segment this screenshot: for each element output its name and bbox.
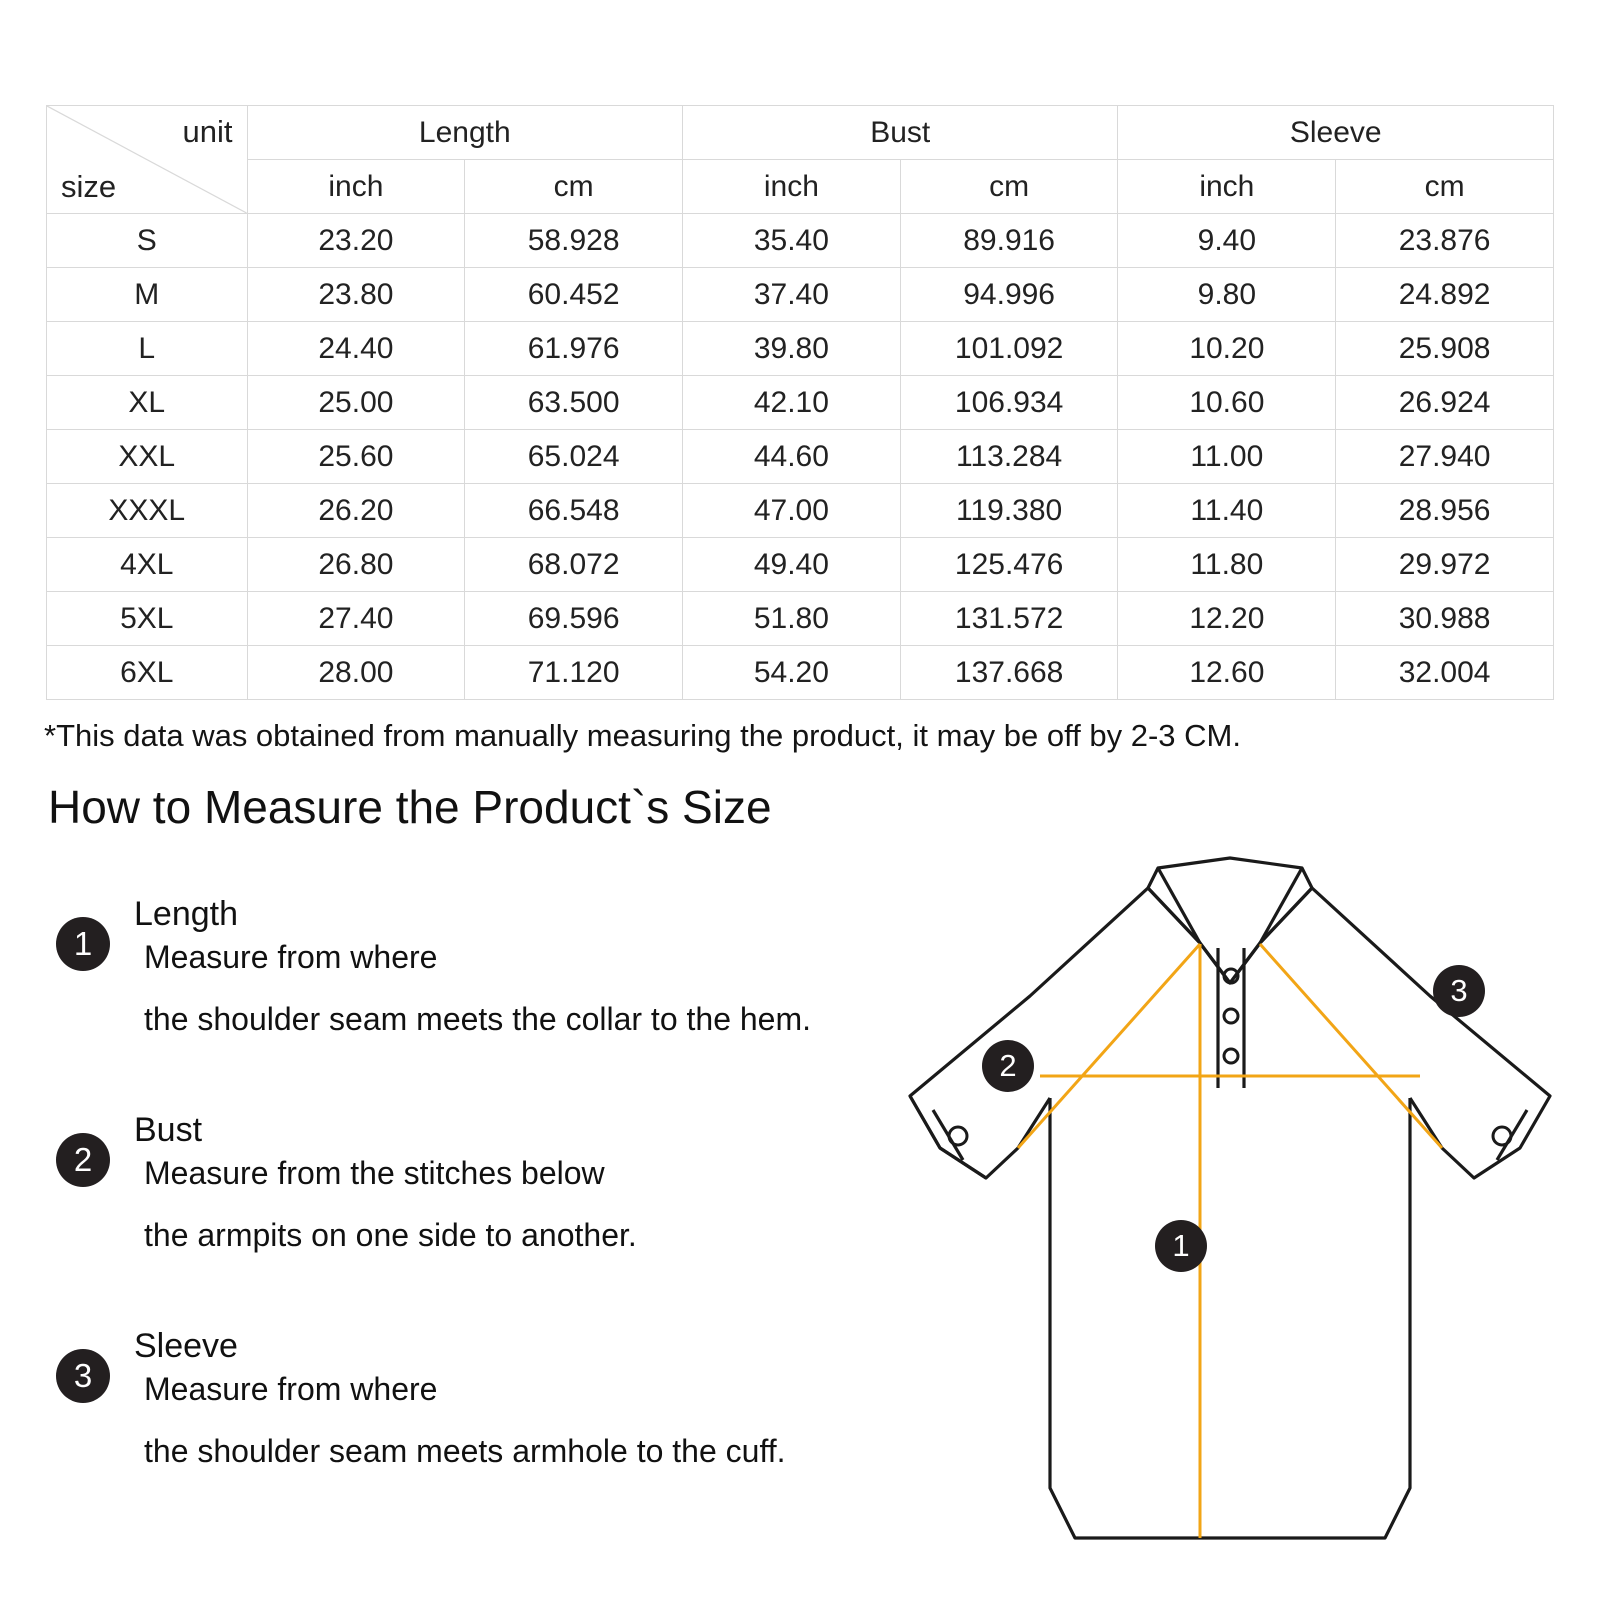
table-row [47, 592, 1554, 646]
cell-bust-cm: 94.996 [900, 268, 1118, 322]
instruction-text-line2: the shoulder seam meets the collar to the hem. [144, 1001, 812, 1037]
cell-bust-cm: 106.934 [900, 376, 1118, 430]
subheader-bust-inch: inch [683, 160, 901, 214]
group-header-sleeve: Sleeve [1118, 106, 1554, 160]
row-size: XXL [47, 430, 248, 484]
cell-bust-cm: 131.572 [900, 592, 1118, 646]
cell-sleeve-inch: 9.80 [1118, 268, 1336, 322]
table-row [47, 214, 1554, 268]
cell-bust-cm: 113.284 [900, 430, 1118, 484]
cell-length-cm: 69.596 [465, 592, 683, 646]
cell-sleeve-cm: 26.924 [1336, 376, 1554, 430]
table-header-units [47, 160, 1554, 214]
subheader-length-cm: cm [465, 160, 683, 214]
size-label: size [61, 169, 117, 204]
cell-length-cm: 61.976 [465, 322, 683, 376]
table-row [47, 646, 1554, 700]
cell-bust-cm: 101.092 [900, 322, 1118, 376]
cell-sleeve-cm: 29.972 [1336, 538, 1554, 592]
row-size: XXXL [47, 484, 248, 538]
instruction-text-line2: the shoulder seam meets armhole to the cuff. [144, 1433, 786, 1469]
group-header-length: Length [247, 106, 682, 160]
subheader-length-inch: inch [247, 160, 465, 214]
cell-length-cm: 58.928 [465, 214, 683, 268]
cell-sleeve-cm: 27.940 [1336, 430, 1554, 484]
cell-length-inch: 26.80 [247, 538, 465, 592]
instruction-item-bust [48, 1111, 978, 1261]
instruction-badge-1: 1 [56, 917, 110, 971]
subheader-sleeve-cm: cm [1336, 160, 1554, 214]
cell-sleeve-inch: 11.80 [1118, 538, 1336, 592]
cell-length-cm: 68.072 [465, 538, 683, 592]
instruction-item-sleeve [48, 1327, 978, 1477]
instruction-badge-2: 2 [56, 1133, 110, 1187]
size-table [46, 105, 1554, 700]
cell-length-inch: 23.20 [247, 214, 465, 268]
cell-sleeve-cm: 28.956 [1336, 484, 1554, 538]
cell-length-inch: 25.00 [247, 376, 465, 430]
instruction-text-line2: the armpits on one side to another. [144, 1217, 637, 1253]
subheader-bust-cm: cm [900, 160, 1118, 214]
cell-sleeve-cm: 30.988 [1336, 592, 1554, 646]
diagram-badge-3: 3 [1433, 965, 1485, 1017]
instruction-text-line1: Measure from where [144, 1371, 438, 1407]
cell-bust-inch: 51.80 [683, 592, 901, 646]
cell-bust-cm: 119.380 [900, 484, 1118, 538]
cell-length-cm: 63.500 [465, 376, 683, 430]
cell-bust-inch: 47.00 [683, 484, 901, 538]
group-header-bust: Bust [683, 106, 1118, 160]
instruction-text-line1: Measure from the stitches below [144, 1155, 605, 1191]
page-title: How to Measure the Product`s Size [48, 781, 772, 833]
subheader-sleeve-inch: inch [1118, 160, 1336, 214]
instruction-badge-3: 3 [56, 1349, 110, 1403]
corner-cell [47, 106, 248, 214]
cell-bust-inch: 35.40 [683, 214, 901, 268]
cell-sleeve-inch: 12.20 [1118, 592, 1336, 646]
cell-sleeve-cm: 25.908 [1336, 322, 1554, 376]
cell-bust-inch: 37.40 [683, 268, 901, 322]
cell-bust-inch: 39.80 [683, 322, 901, 376]
cell-sleeve-cm: 24.892 [1336, 268, 1554, 322]
table-row [47, 430, 1554, 484]
instructions-list [48, 895, 978, 1543]
table-header-groups [47, 106, 1554, 160]
cell-length-inch: 24.40 [247, 322, 465, 376]
shirt-illustration-icon [900, 848, 1560, 1548]
table-row [47, 538, 1554, 592]
cell-bust-cm: 89.916 [900, 214, 1118, 268]
table-row [47, 484, 1554, 538]
table-row [47, 376, 1554, 430]
row-size: 6XL [47, 646, 248, 700]
cell-sleeve-cm: 32.004 [1336, 646, 1554, 700]
cell-length-cm: 65.024 [465, 430, 683, 484]
instruction-label-bust: Bust [134, 1111, 203, 1149]
cell-length-inch: 23.80 [247, 268, 465, 322]
cell-sleeve-inch: 12.60 [1118, 646, 1336, 700]
cell-length-inch: 28.00 [247, 646, 465, 700]
row-size: M [47, 268, 248, 322]
measurement-note: *This data was obtained from manually measuring the product, it may be off by 2-3 CM. [44, 718, 1241, 753]
diagram-badge-1: 1 [1155, 1220, 1207, 1272]
cell-sleeve-inch: 11.40 [1118, 484, 1336, 538]
unit-label: unit [182, 114, 233, 149]
cell-sleeve-inch: 9.40 [1118, 214, 1336, 268]
row-size: L [47, 322, 248, 376]
cell-length-cm: 71.120 [465, 646, 683, 700]
cell-length-cm: 66.548 [465, 484, 683, 538]
table-row [47, 322, 1554, 376]
cell-sleeve-inch: 10.20 [1118, 322, 1336, 376]
cell-sleeve-cm: 23.876 [1336, 214, 1554, 268]
row-size: 4XL [47, 538, 248, 592]
size-table-container [46, 105, 1554, 700]
cell-length-inch: 26.20 [247, 484, 465, 538]
cell-sleeve-inch: 11.00 [1118, 430, 1336, 484]
cell-length-inch: 25.60 [247, 430, 465, 484]
cell-length-inch: 27.40 [247, 592, 465, 646]
row-size: 5XL [47, 592, 248, 646]
cell-bust-cm: 125.476 [900, 538, 1118, 592]
shirt-diagram [900, 848, 1560, 1548]
row-size: S [47, 214, 248, 268]
cell-sleeve-inch: 10.60 [1118, 376, 1336, 430]
instruction-text-line1: Measure from where [144, 939, 438, 975]
instruction-item-length [48, 895, 978, 1045]
cell-bust-inch: 54.20 [683, 646, 901, 700]
diagram-badge-2: 2 [982, 1040, 1034, 1092]
cell-bust-inch: 42.10 [683, 376, 901, 430]
instruction-label-length: Length [134, 895, 238, 933]
cell-bust-cm: 137.668 [900, 646, 1118, 700]
table-row [47, 268, 1554, 322]
cell-bust-inch: 49.40 [683, 538, 901, 592]
cell-bust-inch: 44.60 [683, 430, 901, 484]
instruction-label-sleeve: Sleeve [134, 1327, 238, 1365]
row-size: XL [47, 376, 248, 430]
cell-length-cm: 60.452 [465, 268, 683, 322]
